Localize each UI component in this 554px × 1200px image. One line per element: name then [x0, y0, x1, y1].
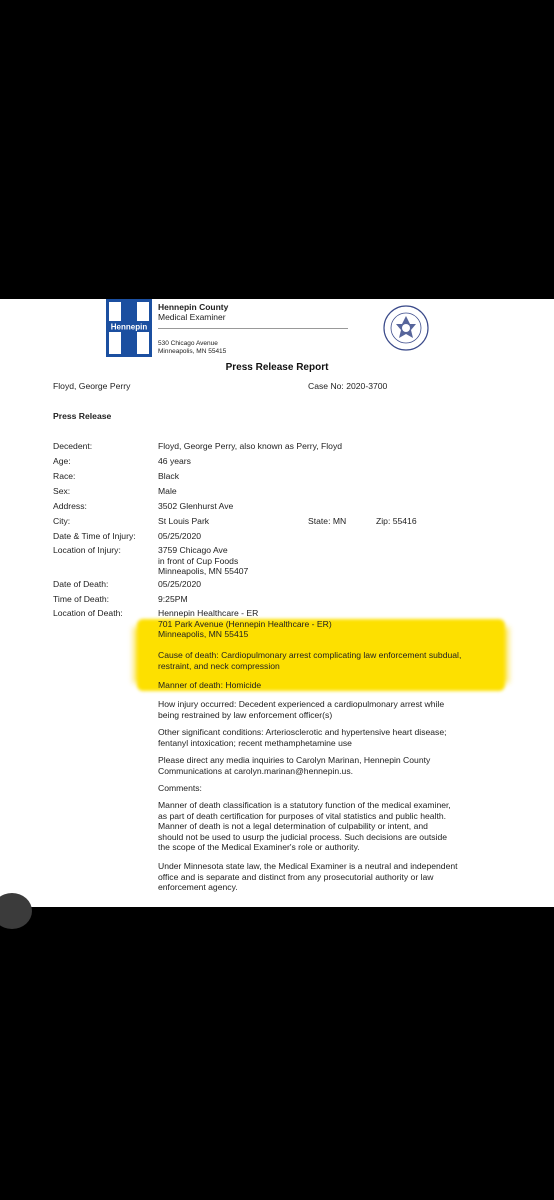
logo-text: Hennepin: [110, 322, 148, 332]
sex-label: Sex:: [53, 486, 71, 496]
injury-location-value: 3759 Chicago Ave in front of Cup Foods Minneapolis, MN 55407: [158, 545, 249, 576]
race-label: Race:: [53, 471, 76, 481]
address-label: Address:: [53, 501, 87, 511]
death-location-value: Hennepin Healthcare - ER 701 Park Avenue (Hennepin Healthcare - ER) Minneapolis, MN 55415: [158, 608, 332, 639]
comment-manner-classification: Manner of death classification is a statutory function of the medical examiner, as part of death certification for purposes of vital statistics and public health. Manner of death is not a legal determination of culpability or intent, and should not be used to usurp the judicial process. Such decisions are outside the scope of the Medical Examiner's role or authority.: [158, 800, 451, 852]
organization-address: [158, 340, 226, 356]
zip-value: Zip: 55416: [376, 516, 417, 526]
age-label: Age:: [53, 456, 71, 466]
address-value: 3502 Glenhurst Ave: [158, 501, 234, 511]
decedent-value: Floyd, George Perry, also known as Perry, Floyd: [158, 441, 343, 451]
medical-examiner-seal-icon: [382, 304, 430, 352]
death-time-label: Time of Death:: [53, 594, 110, 604]
report-title: Press Release Report: [225, 362, 329, 373]
city-label: City:: [53, 516, 71, 526]
age-value: 46 years: [158, 456, 191, 466]
floating-action-button[interactable]: [0, 893, 32, 929]
manner-of-death: Manner of death: Homicide: [158, 680, 262, 690]
comment-state-law: Under Minnesota state law, the Medical Examiner is a neutral and independent office and is separate and distinct from any prosecutorial authority or law enforcement agency.: [158, 861, 458, 892]
org-line-2: Medical Examiner: [158, 312, 226, 322]
race-value: Black: [158, 471, 180, 481]
case-number: Case No: 2020-3700: [308, 381, 388, 391]
death-date-value: 05/25/2020: [158, 579, 202, 589]
city-value: St Louis Park: [158, 516, 210, 526]
hennepin-logo: [106, 299, 152, 357]
death-date-label: Date of Death:: [53, 579, 109, 589]
address-line-1: 530 Chicago Avenue: [158, 340, 218, 347]
organization-name: [158, 302, 228, 322]
header-divider: [158, 328, 348, 329]
sex-value: Male: [158, 486, 177, 496]
address-line-2: Minneapolis, MN 55415: [158, 348, 227, 355]
media-inquiries: Please direct any media inquiries to Carolyn Marinan, Hennepin County Communications at carolyn.marinan@hennepin.us.: [158, 755, 431, 776]
injury-datetime-label: Date & Time of Injury:: [53, 531, 136, 541]
decedent-name: Floyd, George Perry: [53, 381, 131, 391]
how-injury-occurred: How injury occurred: Decedent experienced a cardiopulmonary arrest while being restrained by law enforcement officer(s): [158, 699, 445, 720]
org-line-1: Hennepin County: [158, 302, 229, 312]
state-value: State: MN: [308, 516, 347, 526]
comments-label: Comments:: [158, 783, 202, 793]
document-page: [0, 299, 554, 907]
injury-datetime-value: 05/25/2020: [158, 531, 202, 541]
cause-of-death: Cause of death: Cardiopulmonary arrest complicating law enforcement subdual, restraint, and neck compression: [158, 650, 462, 671]
death-time-value: 9:25PM: [158, 594, 188, 604]
other-conditions: Other significant conditions: Arteriosclerotic and hypertensive heart disease; fentanyl intoxication; recent methamphetamine use: [158, 727, 447, 748]
death-location-label: Location of Death:: [53, 608, 123, 618]
injury-location-label: Location of Injury:: [53, 545, 121, 555]
decedent-label: Decedent:: [53, 441, 93, 451]
section-heading: Press Release: [53, 411, 112, 421]
system-navigation-bar: [0, 1160, 554, 1200]
